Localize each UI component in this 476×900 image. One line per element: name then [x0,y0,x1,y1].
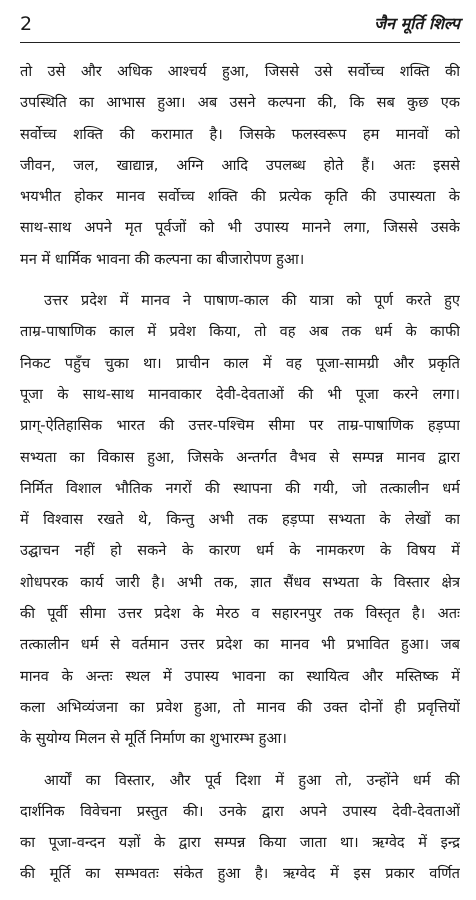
text-line: मानव के अन्तः स्थल में उपास्य भावना का स्थायित्व और मस्तिष्क में [20,667,460,685]
text-line: सर्वोच्च शक्ति की करामात है। जिसके फलस्वरूप हम मानवों को [20,125,460,143]
text-line: तो उसे और अधिक आश्चर्य हुआ, जिससे उसे सर्वोच्च शक्ति की [20,63,460,80]
paragraph [20,765,460,890]
text-line: मन में धार्मिक भावना की कल्पना का बीजारोपण हुआ। [20,250,305,268]
text-line: निर्मित विशाल भौतिक नगरों की स्थापना की गयी, जो तत्कालीन धर्म [20,479,460,497]
text-line: ताम्र-पाषाणिक काल में प्रवेश किया, तो वह अब तक धर्म के काफी [20,323,460,341]
text-line: दार्शनिक विवेचना प्रस्तुत की। उनके द्वारा अपने उपास्य देवी-देवताओं [20,802,460,820]
running-title: जैन मूर्ति शिल्प [374,14,460,33]
paragraph [20,56,460,275]
text-line: उपस्थिति का आभास हुआ। अब उसने कल्पना की, कि सब कुछ एक [20,94,460,112]
text-line: की पूर्वी सीमा उत्तर प्रदेश के मेरठ व सहारनपुर तक विस्तृत है। अतः [20,605,460,623]
page-header [20,8,460,43]
text-line: कला अभिव्यंजना का प्रवेश हुआ, तो मानव की उक्त दोनों ही प्रवृत्तियों [20,698,460,716]
text-line: निकट पहुँच चुका था। प्राचीन काल में वह पूजा-सामग्री और प्रकृति [20,354,460,372]
text-line: उत्तर प्रदेश में मानव ने पाषाण-काल की यात्रा को पूर्ण करते हुए [44,292,460,310]
text-line: का पूजा-वन्दन यज्ञों के द्वारा सम्पन्न किया जाता था। ऋग्वेद में इन्द्र [20,834,460,852]
text-line: भयभीत होकर मानव सर्वोच्च शक्ति की प्रत्येक कृति की उपास्यता के [20,188,460,206]
page-number: 2 [20,13,33,35]
text-line: में विश्वास रखते थे, किन्तु अभी तक हड़प्पा सभ्यता के लेखों का [20,511,460,529]
text-line: साथ-साथ अपने मृत पूर्वजों को भी उपास्य मानने लगा, जिससे उसके [20,219,460,237]
text-line: आर्यों का विस्तार, और पूर्व दिशा में हुआ तो, उन्होंने धर्म की [44,771,460,789]
paragraph [20,285,460,754]
text-line: सभ्यता का विकास हुआ, जिसके अन्तर्गत वैभव से सम्पन्न मानव द्वारा [20,448,460,466]
text-line: के सुयोग्य मिलन से मूर्ति निर्माण का शुभारम्भ हुआ। [20,730,287,748]
body-text [20,56,460,900]
text-line: उद्घाचन नहीं हो सकने के कारण धर्म के नामकरण के विषय में [20,542,460,560]
text-line: तत्कालीन धर्म से वर्तमान उत्तर प्रदेश का मानव भी प्रभावित हुआ। जब [20,636,460,654]
text-line: प्राग्-ऐतिहासिक भारत की उत्तर-पश्चिम सीमा पर ताम्र-पाषाणिक हड़प्पा [20,417,460,435]
text-line: शोधपरक कार्य जारी है। अभी तक, ज्ञात सैंधव सभ्यता के विस्तार क्षेत्र [20,573,460,591]
text-line: जीवन, जल, खाद्यान्न, अग्नि आदि उपलब्ध होते हैं। अतः इससे [20,156,460,174]
text-line: की मूर्ति का सम्भवतः संकेत हुआ है। ऋग्वेद में इस प्रकार वर्णित [20,865,460,883]
text-line: पूजा के साथ-साथ मानवाकार देवी-देवताओं की भी पूजा करने लगा। [20,385,460,403]
